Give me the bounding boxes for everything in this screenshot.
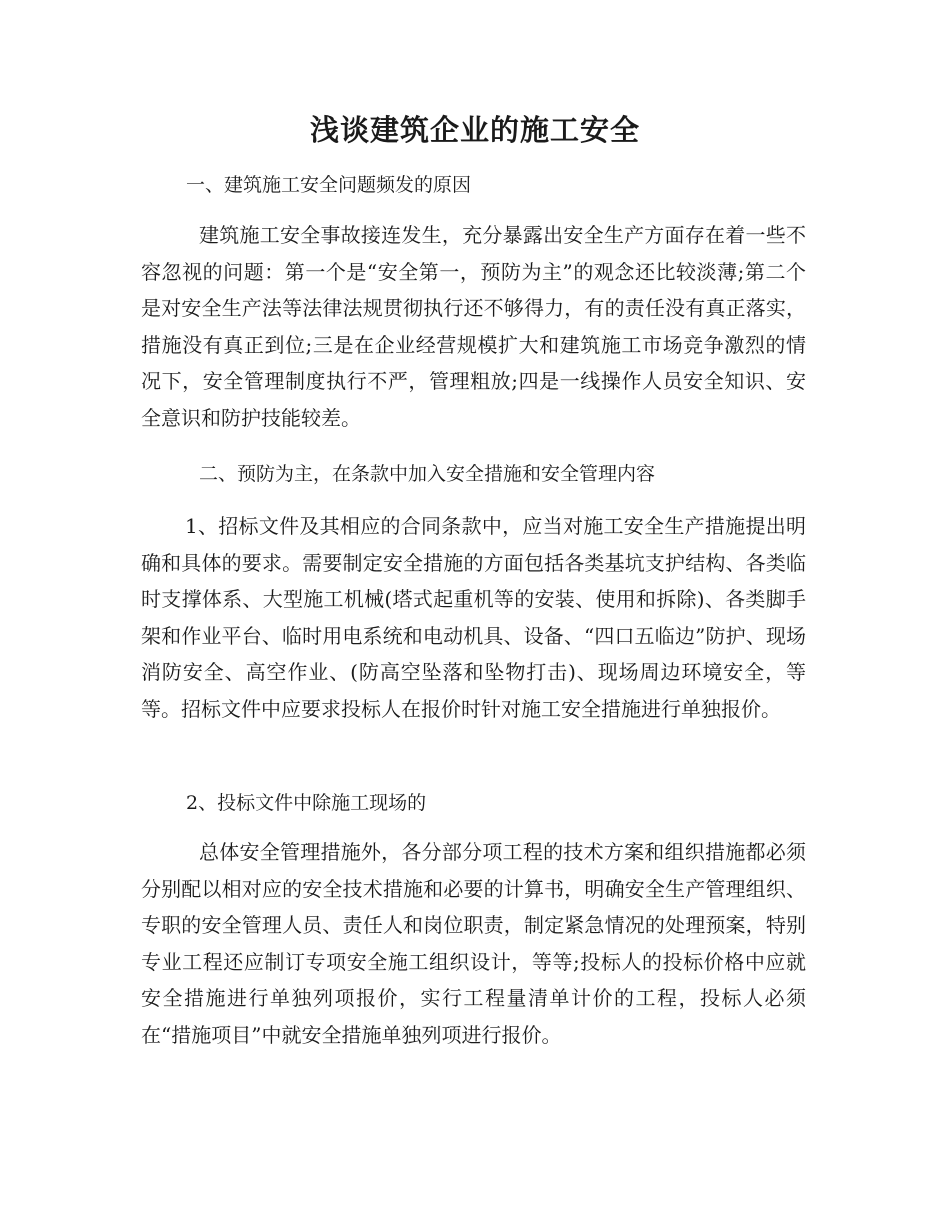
item-heading-bid-documents: 2、投标文件中除施工现场的 [186, 792, 427, 814]
section-heading-causes: 一、建筑施工安全问题频发的原因 [186, 174, 472, 196]
paragraph-bid-documents: 总体安全管理措施外，各分部分项工程的技术方案和组织措施都必须分别配以相对应的安全技术措施和必要的计算书，明确安全生产管理组织、专职的安全管理人员、责任人和岗位职责，制定紧急情况的处理预案，特别专业工程还应制订专项安全施工组织设计，等等;投标人的投标价格中应就安全措施进行单独列项报价，实行工程量清单计价的工程，投标人必须在“措施项目”中就安全措施单独列项进行报价。 [141, 840, 806, 1047]
document-title: 浅谈建筑企业的施工安全 [309, 113, 640, 147]
paragraph-tender-documents: 1、招标文件及其相应的合同条款中，应当对施工安全生产措施提出明确和具体的要求。需要制定安全措施的方面包括各类基坑支护结构、各类临时支撑体系、大型施工机械(塔式起重机等的安装、使用和拆除)、各类脚手架和作业平台、临时用电系统和电动机具、设备、“四口五临边”防护、现场消防安全、高空作业、(防高空坠落和坠物打击)、现场周边环境安全，等等。招标文件中应要求投标人在报价时针对施工安全措施进行单独报价。 [141, 514, 806, 721]
section-heading-prevention: 二、预防为主，在条款中加入安全措施和安全管理内容 [199, 463, 656, 485]
paragraph-causes: 建筑施工安全事故接连发生，充分暴露出安全生产方面存在着一些不容忽视的问题：第一个是“安全第一，预防为主”的观念还比较淡薄;第二个是对安全生产法等法律法规贯彻执行还不够得力，有的责任没有真正落实，措施没有真正到位;三是在企业经营规模扩大和建筑施工市场竞争激烈的情况下，安全管理制度执行不严，管理粗放;四是一线操作人员安全知识、安全意识和防护技能较差。 [141, 223, 806, 430]
